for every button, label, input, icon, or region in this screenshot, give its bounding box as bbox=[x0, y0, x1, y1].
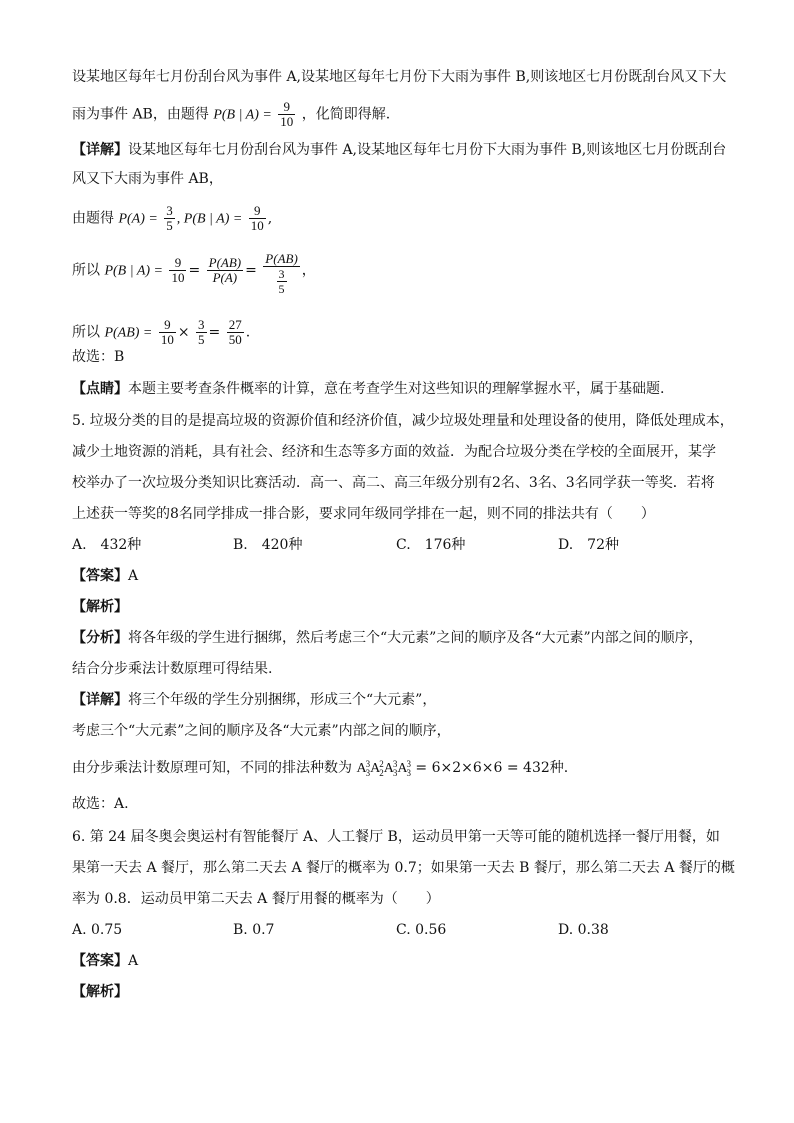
formula: P(A) = bbox=[118, 211, 158, 227]
formula-line: 所以 P(B | A) = $\frac{9}{10}$ = $\frac{P(AB)}{P(A)}$ = $\frac{P(AB)}{\frac{3}{5}}$ ， bbox=[72, 251, 316, 296]
fraction: $\frac{3}{5}$ bbox=[198, 317, 205, 347]
text: 雨为事件 AB，由题得 bbox=[72, 106, 209, 123]
option-c: C. 0.56 bbox=[396, 922, 447, 938]
permutation-formula: A 3 3 A 2 2 A 3 3 A 3 3 bbox=[356, 758, 411, 778]
answer-value: A bbox=[128, 953, 139, 969]
option-d: D. 0.38 bbox=[558, 922, 609, 938]
comment-tag: 【点睛】 bbox=[72, 381, 128, 397]
option-a: A. 0.75 bbox=[72, 922, 123, 938]
formula-line: 由题得 P(A) = $\frac{3}{5}$ , P(B | A) = $\frac{9}{10}$ , bbox=[72, 203, 273, 233]
solution-line: 设某地区每年七月份刮台风为事件 A,设某地区每年七月份下大雨为事件 B,则该地区七月份既刮台风又下大 bbox=[72, 69, 727, 85]
question-line: 减少土地资源的消耗，具有社会、经济和生态等多方面的效益．为配合垃圾分类在学校的全面展开，某学 bbox=[72, 444, 716, 460]
detail-line: 考虑三个“大元素”之间的顺序及各“大元素”内部之间的顺序， bbox=[72, 723, 451, 739]
analysis-tag: 【解析】 bbox=[72, 984, 128, 1000]
option-b: B. 420种 bbox=[233, 537, 303, 553]
text: 由题得 bbox=[72, 210, 114, 227]
formula-line: 所以 P(AB) = $\frac{9}{10}$ × $\frac{3}{5}$ = $\frac{27}{50}$ . bbox=[72, 317, 251, 347]
fraction: $\frac{P(AB)}{\frac{3}{5}}$ bbox=[265, 251, 298, 296]
option-a: A. 432种 bbox=[72, 537, 142, 553]
formula: P(B | A) = bbox=[213, 107, 272, 123]
analysis-line bbox=[72, 627, 703, 649]
formula: P(B | A) = bbox=[104, 263, 163, 279]
text: 所以 bbox=[72, 324, 100, 341]
question-line: 果第一天去 A 餐厅，那么第二天去 A 餐厅的概率为 0.7；如果第一天去 B 餐厅，那么第二天去 A 餐厅的概 bbox=[72, 860, 735, 876]
text: = 6×2×6×6 = 432种. bbox=[410, 760, 569, 776]
detail-line bbox=[72, 139, 726, 161]
question-line: 上述获一等奖的8名同学排成一排合影，要求同年级同学排在一起，则不同的排法共有（ ） bbox=[72, 506, 655, 522]
formula: P(AB) = bbox=[104, 325, 153, 341]
question-line: 5. 垃圾分类的目的是提高垃圾的资源价值和经济价值，减少垃圾处理量和处理设备的使用，降低处理成本， bbox=[72, 413, 734, 429]
detail-tag: 【详解】 bbox=[72, 692, 128, 708]
fraction: $\frac{P(AB)}{P(A)}$ bbox=[208, 254, 242, 285]
question-line: 率为 0.8．运动员甲第二天去 A 餐厅用餐的概率为（ ） bbox=[72, 891, 440, 907]
text: 将三个年级的学生分别捆绑，形成三个“大元素”， bbox=[128, 692, 437, 708]
detail-line bbox=[72, 689, 436, 711]
analysis-line: 结合分步乘法计数原理可得结果. bbox=[72, 661, 273, 677]
answer-line bbox=[72, 565, 138, 587]
analysis-tag: 【解析】 bbox=[72, 599, 128, 615]
option-c: C. 176种 bbox=[396, 537, 466, 553]
fraction: $\frac{9}{10}$ bbox=[160, 317, 174, 347]
answer-line: 故选：B bbox=[72, 349, 125, 365]
text: 设某地区每年七月份刮台风为事件 A,设某地区每年七月份下大雨为事件 B,则该地区七月份既刮台 bbox=[128, 142, 727, 158]
question-line: 校举办了一次垃圾分类知识比赛活动．高一、高二、高三年级分别有2名、3名、3名同学获一等奖．若将 bbox=[72, 475, 715, 491]
text: ，化简即得解. bbox=[301, 106, 391, 123]
answer-line: 故选：A. bbox=[72, 796, 129, 812]
detail-line bbox=[72, 757, 568, 780]
solution-line bbox=[72, 100, 390, 129]
text: 本题主要考查条件概率的计算，意在考查学生对这些知识的理解掌握水平，属于基础题. bbox=[128, 381, 665, 397]
fraction: $\frac{9}{10}$ bbox=[250, 203, 264, 233]
answer-value: A bbox=[128, 568, 139, 584]
option-d: D. 72种 bbox=[558, 537, 619, 553]
fraction: $\frac{3}{5}$ bbox=[166, 203, 173, 233]
detail-tag: 【详解】 bbox=[72, 142, 128, 158]
text: 所以 bbox=[72, 262, 100, 279]
fraction: $\frac{27}{50}$ bbox=[228, 317, 242, 347]
fenxi-tag: 【分析】 bbox=[72, 630, 128, 646]
answer-tag: 【答案】 bbox=[72, 953, 128, 969]
fraction: $\frac{9}{10}$ bbox=[171, 254, 185, 285]
comment-line bbox=[72, 378, 664, 400]
answer-tag: 【答案】 bbox=[72, 568, 128, 584]
detail-line: 风又下大雨为事件 AB， bbox=[72, 171, 223, 187]
text: 将各年级的学生进行捆绑，然后考虑三个“大元素”之间的顺序及各“大元素”内部之间的顺序， bbox=[128, 630, 703, 646]
question-line: 6. 第 24 届冬奥会奥运村有智能餐厅 A、人工餐厅 B，运动员甲第一天等可能的随机选择一餐厅用餐，如 bbox=[72, 829, 720, 845]
option-b: B. 0.7 bbox=[233, 922, 275, 938]
answer-line bbox=[72, 950, 138, 972]
fraction: $\frac{9}{10}$ bbox=[280, 99, 294, 129]
text: 由分步乘法计数原理可知，不同的排法种数为 bbox=[72, 760, 352, 776]
